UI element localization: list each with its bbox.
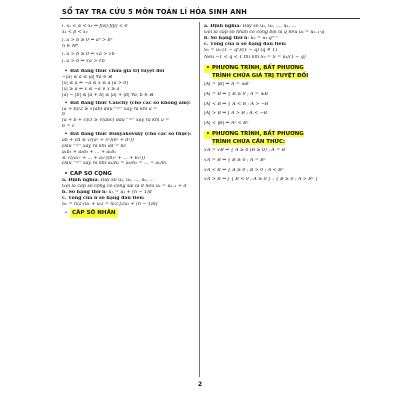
abs-equation-line: |A| > B ⇔ [ A > B ; A < −B — [204, 111, 268, 117]
ineq-line: j. a > b ⇔ ∛a > ∛b — [62, 59, 105, 65]
ineq-line: n ∈ ℕ* — [62, 43, 79, 49]
header-rule — [60, 18, 360, 19]
root-equation-line: √A > B ⇔ [ { B < 0 ; A ≥ 0 } ; { B ≥ 0 ; A > B² } — [204, 177, 319, 183]
column-divider — [199, 22, 200, 377]
root-equation-line: √A = √B ⇔ { A ≥ 0 (B ≥ 0) ; A = B — [204, 147, 286, 153]
abs-ineq-line: −|a| ≤ a ≤ |a| ∀a ∈ ℝ — [62, 75, 112, 81]
bunyakovsky-title: • Bất đẳng thức Bunyakovsky (cho các số thực): — [64, 132, 192, 137]
page-number: 2 — [197, 381, 203, 388]
bunyakovsky-line: Dấu "=" xảy ra khi a₁/b₁ = a₂/b₂ = … = aₙ/bₙ — [62, 161, 167, 167]
geo-definition-text: Gọi là cấp số nhân có công bội là q nếu uₖ = uₖ₋₁·q — [204, 29, 325, 35]
geo-sum-formula: Sₙ = u₁·(1 − qⁿ)/(1 − q) (q ≠ 1) — [204, 47, 278, 53]
cauchy-line: b — [62, 112, 66, 118]
abs-equation-line: |A| = |B| ⇔ A = ±B — [204, 81, 249, 87]
abs-ineq-line: |x| ≥ a ⇔ x ≤ −a ∨ x ≥ a — [62, 86, 120, 92]
ineq-line: x₁ < β < x₂ — [62, 29, 88, 35]
page-header-title: SỔ TAY TRA CỨU 5 MÔN TOÁN LÍ HÓA SINH ANH — [62, 8, 248, 16]
bunyakovsky-line: ab + cd ≤ √((a² + c²)(b² + d²)) — [62, 137, 134, 143]
arithmetic-seq-title: • CẤP SỐ CỘNG — [64, 171, 112, 178]
right-column — [204, 24, 364, 183]
abs-equation-title: • PHƯƠNG TRÌNH, BẤT PHƯƠNG TRÌNH CHỨA GIÁ TRỊ TUYỆT ĐỐI — [204, 65, 364, 80]
bunyakovsky-line: ≤ √((a₁² + … + aₙ²)(b₁² + … + bₙ²)) — [62, 155, 146, 161]
arith-definition: a. Định nghĩa: Dãy số u₁, u₂, …, uₙ, … — [62, 178, 155, 183]
arith-definition-text: Gọi là cấp số cộng có công sai là d nếu uₖ = uₖ₋₁ + d — [62, 183, 187, 189]
arith-sum-formula: Sₙ = n/2·(u₁ + uₙ) = n/2·[2u₁ + (n − 1)d] — [62, 201, 158, 207]
cauchy-line: (a + b)/2 ≥ √(ab) dấu "=" xảy ra khi a = — [62, 106, 158, 112]
ineq-line: j. a > b ≥ 0 ⇔ aⁿ > bⁿ — [62, 37, 113, 43]
geometric-seq-title: • CẤP SỐ NHÂN — [64, 210, 116, 217]
cauchy-title: • Bất đẳng thức Cauchy (cho các số không âm): — [64, 100, 191, 106]
root-equation-line: √A < B ⇔ { A ≥ 0 ; B > 0 ; A < B² — [204, 167, 284, 173]
left-column — [62, 24, 196, 218]
bunyakovsky-line: a₁b₁ + a₂b₂ + … + aₙbₙ — [62, 149, 117, 155]
arith-sum-label: c. Tổng của n số hạng đầu tiên: — [62, 195, 145, 201]
abs-equation-line: |A| < |B| ⇔ A² < B² — [204, 121, 249, 127]
abs-equation-line: |A| < B ⇔ { A < B ; A > −B — [204, 101, 269, 107]
arith-nth-term: b. Số hạng thứ n: uₙ = u₁ + (n − 1)d — [62, 189, 152, 195]
abs-ineq-line: |x| ≤ a ⇔ −a ≤ x ≤ a (a > 0) — [62, 81, 129, 86]
root-equation-title: • PHƯƠNG TRÌNH, BẤT PHƯƠNG TRÌNH CHỨA CĂN THỨC: — [204, 131, 364, 146]
bunyakovsky-line: Dấu "=" xảy ra khi ad = bc — [62, 143, 127, 149]
cauchy-line: (a + b + c)/3 ≥ ∛(abc) dấu "=" xảy ra khi a = — [62, 118, 170, 124]
ineq-line: i. a > b ≥ 0 ⇔ √a > √b — [62, 51, 115, 57]
geo-nth-term: b. Số hạng thứ n: uₙ = u₁·qⁿ⁻¹ — [204, 35, 279, 41]
abs-ineq-line: |a| − |b| ≤ |a + b| ≤ |a| + |b| ∀a, b ∈ ℝ — [62, 92, 154, 98]
geo-sum-label: c. Tổng của n số hạng đầu tiên: — [204, 41, 287, 47]
abs-equation-line: |A| = B ⇔ { B ≥ 0 ; A = ±B — [204, 91, 268, 97]
ineq-line: i. x₁ < α < x₂ ⇔ f(α)·f(β) < 0 — [62, 24, 128, 29]
root-equation-line: √A = B ⇔ { B ≥ 0 ; A = B² — [204, 157, 266, 163]
geo-definition: a. Định nghĩa: Dãy số u₁, u₂, …, uₙ, … — [204, 24, 297, 29]
cauchy-line: b = c — [62, 124, 75, 130]
geo-limit: Nếu −1 < q < 1 thì lim Sₙ = S = u₁/(1 − q) — [204, 55, 306, 61]
abs-ineq-title: • Bất đẳng thức chứa giá trị tuyệt đối — [64, 69, 165, 75]
